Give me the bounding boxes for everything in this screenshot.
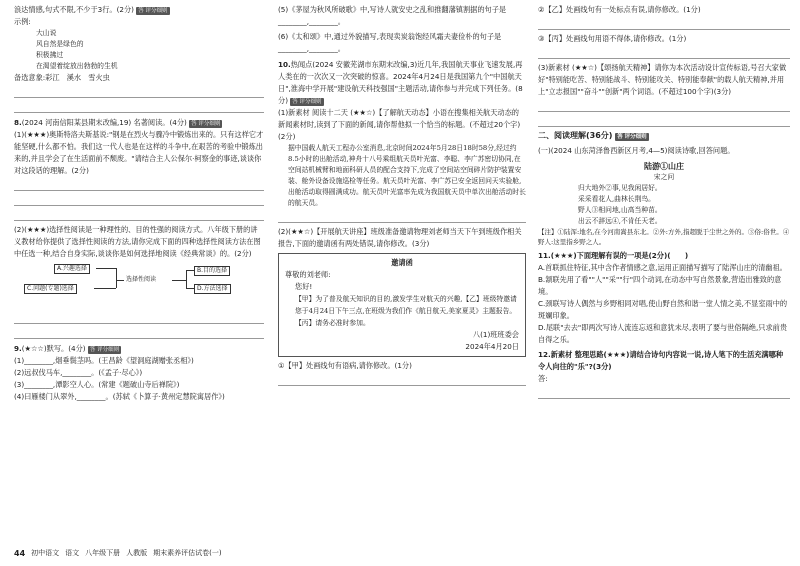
footer-title: 期末素养评估试卷(一) [153, 549, 222, 557]
answer-line[interactable] [538, 387, 790, 399]
q11-option-a[interactable]: A.首联抓住特征,其中含作者情感之意,运用正面描写描写了陆浑山庄的清幽祖。 [538, 263, 787, 272]
example-words: 备选意象:彩江 溪水 雪火虫 [14, 73, 110, 82]
answer-line[interactable] [538, 18, 790, 30]
example-label: 示例: [14, 17, 31, 26]
reading-method-diagram [14, 262, 264, 310]
score-tag[interactable]: 答 评分细则 [292, 99, 322, 105]
poem-line: 出云不辞远④,不肯任天老。 [578, 217, 662, 225]
page-number: 44 [14, 548, 26, 558]
diagram-box-c: C.问题(专题)选择 [24, 284, 77, 294]
answer-line[interactable] [14, 194, 264, 206]
invitation-date: 2024年4月20日 [465, 342, 519, 351]
q11-text: 11.(★★★)下面理解有误的一项是(2分)( ) [538, 251, 689, 260]
q10-3-text: (3)新素材 (★★☆)【颂扬航天精神】请你为本次活动设计宣传标语,号召大家做好"特别能吃苦、特别能战斗、特别能攻关、特别能奉献"的载人航天精神,并用上"立志报国""奋斗""创新"两个词语。(不超过100个字)(3分) [538, 63, 787, 96]
column-left [14, 4, 264, 403]
poem-body [538, 183, 790, 227]
answer-line[interactable] [538, 100, 790, 112]
section-2-title: 二、阅读理解(36分) [538, 131, 613, 140]
answer-line[interactable] [538, 115, 790, 127]
score-tag[interactable]: 答 评分细则 [617, 134, 647, 140]
q10-text: 热闻点(2024 安徽芜湖市东期末改编,3)近几年,我国航天事业飞速发展,再人类在的一次次又一次突破的惊喜。2024年4月24日是我国第九个"中国航天日",淮海中学开展"建设航天科技强国"主题活动,请你参与并完成下列任务。(8分) [278, 60, 523, 105]
q12-text: 12.新素材 整理思路(★★★)请结合诗句内容说一说,诗人笔下的生活充满哪种令人向往的"乐"?(3分) [538, 350, 784, 371]
example-poem [14, 28, 264, 72]
footer-subject: 语文 [65, 549, 80, 557]
q11-option-c[interactable]: C.颈联写诗人偶然与乡野相同对唱,使山野自然和谐一堂人情之美,不显室雨中的斑斓印象。 [538, 299, 788, 320]
q10-number: 10. [278, 60, 291, 69]
q11-option-d[interactable]: D.尾联"去去"即两次写诗人流连忘返和意犹未尽,表明了要与世俗隔绝,只求前贵自得之乐。 [538, 323, 788, 344]
footer-publisher: 人教版 [126, 549, 148, 557]
answer-label: 答: [538, 374, 548, 383]
q9-5-text[interactable]: (5)《茅屋为秋风所破歌》中,写诗人就安史之乱和推翻藩镇割据的句子是________,________。 [278, 5, 507, 26]
invitation-letter [278, 253, 526, 357]
diagram-box-d: D.方法选择 [194, 284, 231, 294]
footer-series: 初中语文 [31, 549, 60, 557]
footer-grade: 八年级下册 [85, 549, 121, 557]
q10-2-1-text: ①【甲】处画线句有语病,请你修改。(1分) [278, 361, 412, 370]
q10-2-2-text: ②【乙】处画线句有一处标点有误,请你修改。(1分) [538, 5, 701, 14]
q10-2-text: (2)(★★☆)【开展航天讲座】班级准备邀请物理刘老师当天下午到班级作相关报告,下面的邀请函有两处错误,请你修改。(3分) [278, 227, 522, 248]
invitation-greeting: 您好! [295, 282, 313, 291]
q8-text: (2024 河南信阳某县期末改编,19) 名著阅读。(4分) [21, 118, 187, 127]
poem-title: 陆游①山庄 [644, 161, 684, 171]
answer-line[interactable] [14, 312, 264, 324]
diagram-center: 选择性阅读 [126, 276, 157, 283]
intro-text: 浪达情感,句式不限,不少于3行。(2分) [14, 5, 134, 14]
answer-line[interactable] [14, 86, 264, 98]
answer-line[interactable] [278, 374, 526, 386]
poem-line: 积极拂过 [36, 51, 64, 59]
q9-number: 9. [14, 344, 22, 353]
poem-line: 采采看花人,曲林长荆鸟。 [578, 195, 655, 203]
answer-line[interactable] [278, 211, 526, 223]
q8-2-text: (2)(★★★)选择性阅读是一种理性的、目的性强的阅读方式。八年级下册的讲义教材给你提供了选择性阅读的方法,请你完成下面的四种选择性阅读方法在图中任选一种,结合自身实际,谈谈你是如何选择地阅读《经典常谈》的。(2分) [14, 225, 261, 258]
poem-line: 野人③相问地,山高当种苗。 [578, 206, 662, 214]
news-passage: 据中国载人航天工程办公室消息,北京时间2024年5月28日18时58分,经过约8.5小时的出舱活动,神舟十八号乘组航天员叶光富、李聪、李广苏密切协同,在空间站机械臂和地面科研人员的配合支持下,完成了空间站空间碎片防护装置安装、舱外设备设施巡检等任务。航天员叶光富、李广苏已安全返回问天实验舱,出舱活动取得圆满成功。航天员叶光富率先成为我国航天员中单次出舱活动时长的航天员。 [288, 144, 526, 207]
page-footer [14, 548, 222, 558]
q9-6-text[interactable]: (6)《太和颂》中,通过外貌描写,表现卖炭翁饱经风霜夫妻俭朴的句子是________,________。 [278, 32, 502, 53]
q10-1-text: (1)新素材 阅读十二天 (★★☆)【了解航天动态】小语在搜集相关航天动态的新闻素材时,读到了下面的新闻,请你帮他拟一个恰当的标题。(不超过20个字)(2分) [278, 108, 521, 141]
q9-item[interactable]: (1)________,烟垂鬓茎吗。(王昌龄《望洞庭湖赠张丞相》) [14, 356, 194, 365]
poem-note: 【注】①陆浑:地名,在今河南嵩县东北。②外:方外,指超脱于尘世之外的。③俗:俗世。④野人:这里指乡野之人。 [538, 228, 790, 246]
q9-item[interactable]: (2)远叔伐马车,________。(《孟子·尽心》) [14, 368, 143, 377]
poem-line: 大山说 [36, 29, 57, 37]
column-middle [278, 4, 526, 389]
diagram-box-b: B.目的选择 [194, 266, 230, 276]
poem-line: 在渴望着绽放出勃勃的生机 [36, 62, 118, 70]
answer-line[interactable] [538, 47, 790, 59]
diagram-box-a: A.兴趣选择 [54, 264, 90, 274]
invitation-body: 【甲】为了普及航天知识的目的,激发学生对航天的兴趣,【乙】班级特邀请您于4月24日下午三点,在班级为我们作《航日航天,美家夏灵》主题报告。【丙】请务必准时参加。 [295, 295, 517, 327]
poem-line: 归大地外②事,见我闲居好。 [578, 184, 662, 192]
answer-line[interactable] [14, 101, 264, 113]
invitation-signature: 八(1)班班委会 [472, 330, 519, 339]
answer-line[interactable] [14, 209, 264, 221]
answer-line[interactable] [14, 179, 264, 191]
q8-number: 8. [14, 118, 22, 127]
invitation-title: 邀请函 [391, 258, 413, 267]
invitation-to: 尊敬的刘老师: [285, 270, 331, 279]
q10-2-3-text: ③【丙】处画线句用语不得体,请你修改。(1分) [538, 34, 687, 43]
score-tag[interactable]: 答 评分细则 [138, 8, 168, 14]
column-right [538, 4, 790, 402]
q9-item[interactable]: (4)曰雁楼门从翠外,________。(苏轼《卜算子·黄州定慧院寓居作》) [14, 392, 225, 401]
q9-text: (★☆☆)默写。(4分) [21, 344, 86, 353]
q11-option-b[interactable]: B.颔联先用了看""人""采""行"四个动词,在动态中写自然景象,营造出雅致的意境。 [538, 275, 782, 296]
q8-1-text: (1)(★★★)奥斯特洛夫斯基说:"钢是在烈火与骤冷中锻炼出来的。只有这样它才能坚硬,什么都不怕。我们这一代人也是在这样的斗争中,在艰苦的考验中锻炼出来的,并且学会了在生活面前不颓废。"请结合主人公保尔·柯察金的事迹,谈谈你对这段话的理解。(2分) [14, 130, 264, 175]
score-tag[interactable]: 答 评分细则 [89, 347, 120, 353]
poem-author: 宋之问 [653, 173, 675, 181]
q9-item[interactable]: (3)________,潭影空人心。(常建《题破山寺后禅院》) [14, 380, 180, 389]
answer-line[interactable] [14, 327, 264, 339]
section-2-subtitle: (一)(2024 山东菏泽鲁西新区月考,4—5)阅读诗歌,回答问题。 [538, 146, 735, 155]
score-tag[interactable]: 答 评分细则 [191, 121, 221, 127]
poem-line: 风自然是绿色的 [36, 40, 84, 48]
